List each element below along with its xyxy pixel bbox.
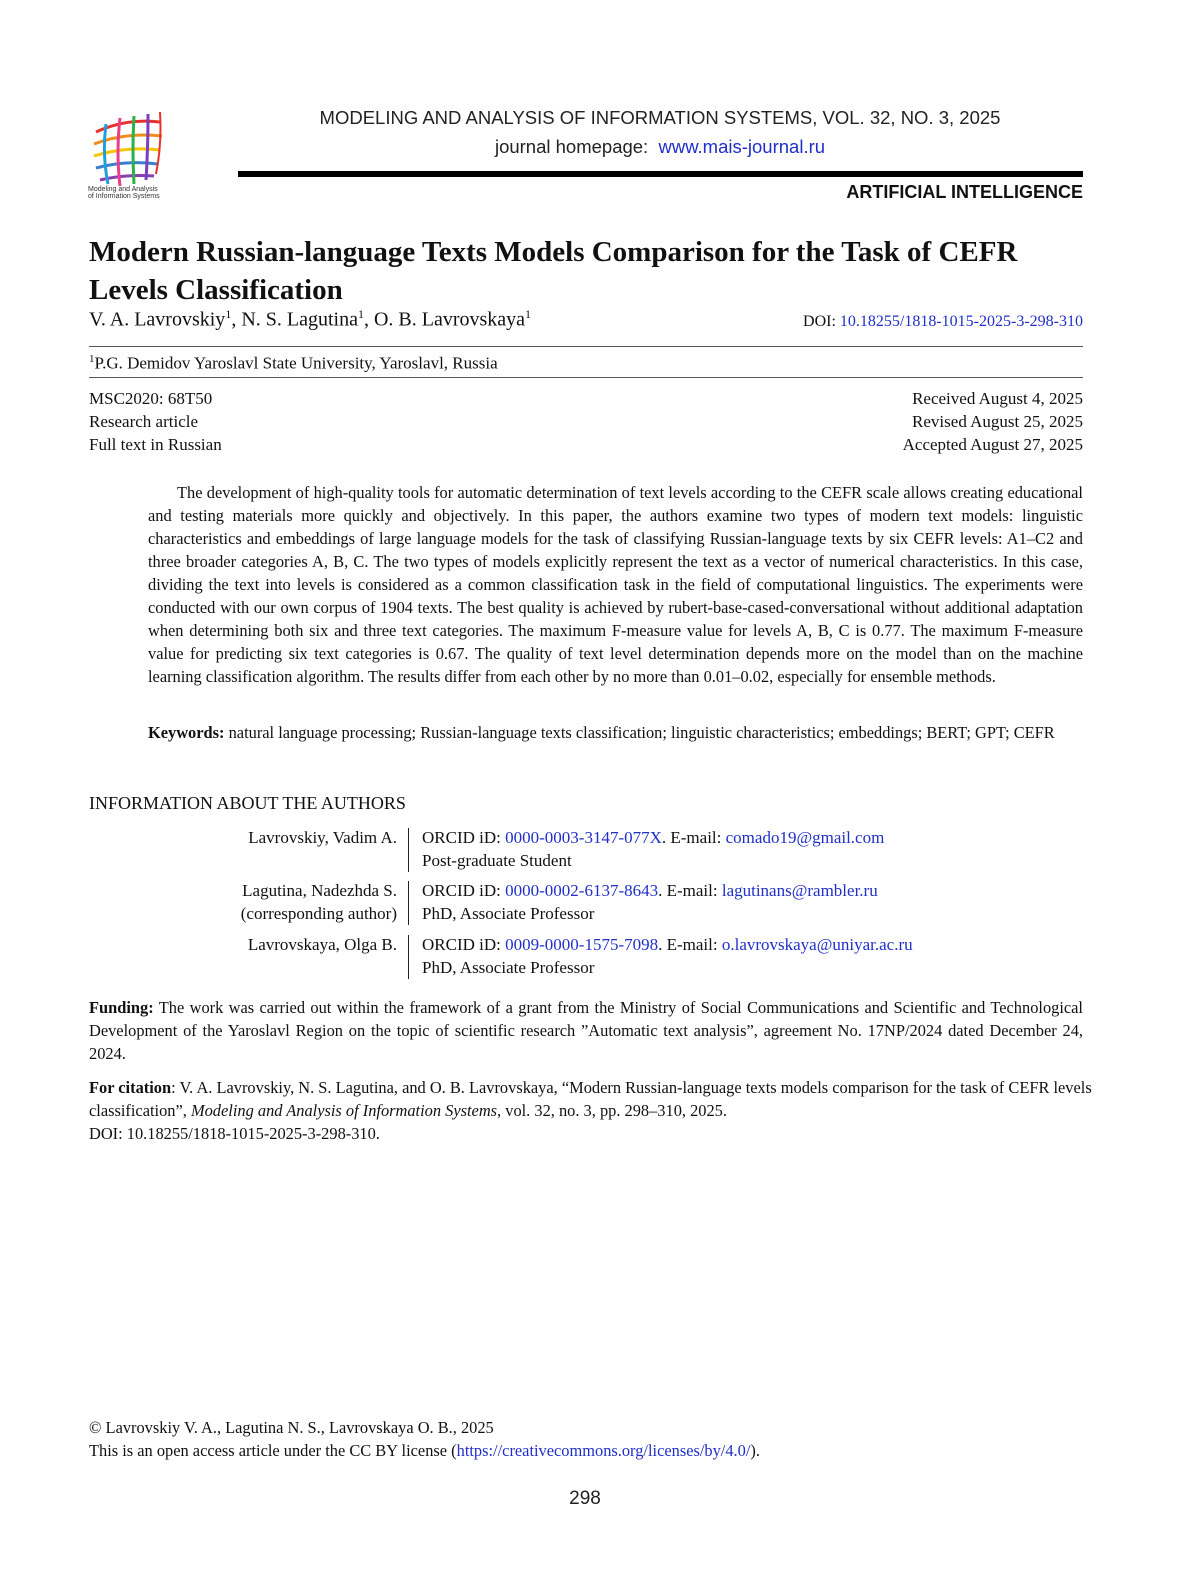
doi-link[interactable]: 10.18255/1818-1015-2025-3-298-310 <box>839 313 1083 330</box>
author-name: Lavrovskaya, Olga B. <box>247 935 397 954</box>
license-text <box>89 1439 760 1462</box>
accepted-date: Accepted August 27, 2025 <box>902 435 1083 454</box>
homepage-link[interactable]: www.mais-journal.ru <box>658 136 826 157</box>
journal-title: MODELING AND ANALYSIS OF INFORMATION SYSTEMS, VOL. 32, NO. 3, 2025 <box>319 107 1001 128</box>
funding-text: The work was carried out within the framework of a grant from the Ministry of Social Communications and Scientific and Technological Development of the Yaroslavl Region on the topic of scientific research ”Automatic text analysis”, agreement No. 17NP/2024 dated December 24, 2024. <box>89 998 1083 1063</box>
email-label: E-mail: <box>670 828 722 847</box>
author-affiliation-marker: 1 <box>357 307 364 321</box>
author-divider <box>408 881 409 925</box>
author-name: Lavrovskiy, Vadim A. <box>248 828 397 847</box>
license-prefix: This is an open access article under the CC BY license ( <box>89 1441 457 1460</box>
doi-line <box>803 313 1083 331</box>
author-list <box>89 307 531 332</box>
logo-text-1: Modeling and Analysis <box>88 186 158 193</box>
author-contact: ORCID iD: 0000-0003-3147-077X. E-mail: comado19@gmail.com <box>422 828 885 847</box>
author-divider <box>408 935 409 979</box>
page-number: 298 <box>569 1488 601 1509</box>
funding <box>89 996 1083 1065</box>
journal-homepage <box>240 136 1080 158</box>
article-language: Full text in Russian <box>89 435 222 454</box>
author-name: Lagutina, Nadezhda S. <box>242 881 397 900</box>
paper-title: Modern Russian-language Texts Models Comparison for the Task of CEFR Levels Classification <box>89 236 1018 306</box>
journal-logo-icon <box>86 104 172 200</box>
author-position: Post-graduate Student <box>422 851 572 870</box>
email-link[interactable]: comado19@gmail.com <box>725 828 885 847</box>
license-suffix: ). <box>750 1441 760 1460</box>
author-separator: , <box>231 308 242 331</box>
section-label: ARTIFICIAL INTELLIGENCE <box>846 182 1083 202</box>
citation-journal: Modeling and Analysis of Information Systems <box>190 1101 498 1120</box>
orcid-link[interactable]: 0000-0003-3147-077X <box>505 828 662 847</box>
keywords <box>148 721 1083 744</box>
journal-logo <box>86 104 172 200</box>
revised-date: Revised August 25, 2025 <box>912 412 1083 431</box>
homepage-label: journal homepage: <box>494 136 649 157</box>
orcid-label: ORCID iD: <box>422 828 501 847</box>
copyright-text: © Lavrovskiy V. A., Lagutina N. S., Lavrovskaya O. B., 2025 <box>89 1418 494 1437</box>
author-contact: ORCID iD: 0000-0002-6137-8643. E-mail: lagutinans@rambler.ru <box>422 881 878 900</box>
author-separator: , <box>363 308 374 331</box>
citation-label: For citation <box>89 1078 172 1097</box>
author-info-row <box>89 933 1083 979</box>
header-rule <box>238 171 1083 177</box>
email-link[interactable]: lagutinans@rambler.ru <box>721 881 878 900</box>
orcid-link[interactable]: 0000-0002-6137-8643 <box>505 881 659 900</box>
divider <box>89 377 1083 378</box>
affiliation <box>89 353 498 374</box>
article-type: Research article <box>89 412 199 431</box>
author-affiliation-marker: 1 <box>225 307 232 321</box>
affiliation-text: P.G. Demidov Yaroslavl State University, Yaroslavl, Russia <box>94 353 498 373</box>
author-position: PhD, Associate Professor <box>422 958 595 977</box>
author-info-row <box>89 879 1083 925</box>
author-affiliation-marker: 1 <box>525 307 532 321</box>
license-link[interactable]: https://creativecommons.org/licenses/by/4.0/ <box>456 1441 751 1460</box>
author-name: N. S. Lagutina <box>241 308 358 331</box>
email-label: E-mail: <box>666 935 718 954</box>
logo-text-2: of Information Systems <box>88 193 160 200</box>
article-meta <box>89 387 222 456</box>
msc-code: MSC2020: 68T50 <box>89 389 213 408</box>
author-name: O. B. Lavrovskaya <box>373 308 526 331</box>
author-name: V. A. Lavrovskiy <box>89 308 226 331</box>
keywords-label: Keywords: <box>148 723 225 742</box>
orcid-label: ORCID iD: <box>422 935 501 954</box>
author-position: PhD, Associate Professor <box>422 904 595 923</box>
copyright-block <box>89 1416 760 1462</box>
funding-label: Funding: <box>89 998 154 1017</box>
abstract: The development of high-quality tools for automatic determination of text levels according to the CEFR scale allows creating educational and testing materials more quickly and objectively. In this paper, the authors examine two types of modern text models: linguistic characteristics and embeddings of large language models for the task of classifying Russian-language texts by six CEFR levels: A1–C2 and three broader categories A, B, C. The two types of models explicitly represent the text as a vector of numerical characteristics. In this case, dividing the text into levels is considered as a common classification task in the field of computational linguistics. The experiments were conducted with our own corpus of 1904 texts. The best quality is achieved by rubert-base-cased-conversational without additional adaptation when determining both six and three text categories. The maximum F-measure value for levels A, B, C is 0.77. The maximum F-measure value for predicting six text categories is 0.67. The quality of text level determination depends more on the model than on the machine learning classification algorithm. The results differ from each other by no more than 0.01–0.02, especially for ensemble methods. <box>148 483 1083 686</box>
citation-doi: DOI: 10.18255/1818-1015-2025-3-298-310. <box>89 1124 380 1143</box>
author-note: (corresponding author) <box>240 904 397 923</box>
email-label: E-mail: <box>666 881 718 900</box>
email-link[interactable]: o.lavrovskaya@uniyar.ac.ru <box>721 935 913 954</box>
authors-info-heading: INFORMATION ABOUT THE AUTHORS <box>89 793 406 813</box>
article-dates <box>903 387 1083 456</box>
citation <box>89 1076 1094 1145</box>
orcid-link[interactable]: 0009-0000-1575-7098 <box>505 935 659 954</box>
orcid-label: ORCID iD: <box>422 881 501 900</box>
author-divider <box>408 828 409 872</box>
received-date: Received August 4, 2025 <box>912 389 1083 408</box>
divider <box>89 346 1083 347</box>
citation-text: : V. A. Lavrovskiy, N. S. Lagutina, and O. B. Lavrovskaya, “Modern Russian-language texts models comparison for the task of CEFR levels classification”, <box>89 1078 1092 1120</box>
author-info-row <box>89 826 1083 872</box>
doi-label: DOI: <box>803 313 836 330</box>
citation-details: , vol. 32, no. 3, pp. 298–310, 2025. <box>497 1101 727 1120</box>
affiliation-marker: 1 <box>89 353 95 365</box>
keywords-text: natural language processing; Russian-language texts classification; linguistic characteristics; embeddings; BERT; GPT; CEFR <box>228 723 1055 742</box>
author-contact: ORCID iD: 0009-0000-1575-7098. E-mail: o.lavrovskaya@uniyar.ac.ru <box>422 935 913 954</box>
